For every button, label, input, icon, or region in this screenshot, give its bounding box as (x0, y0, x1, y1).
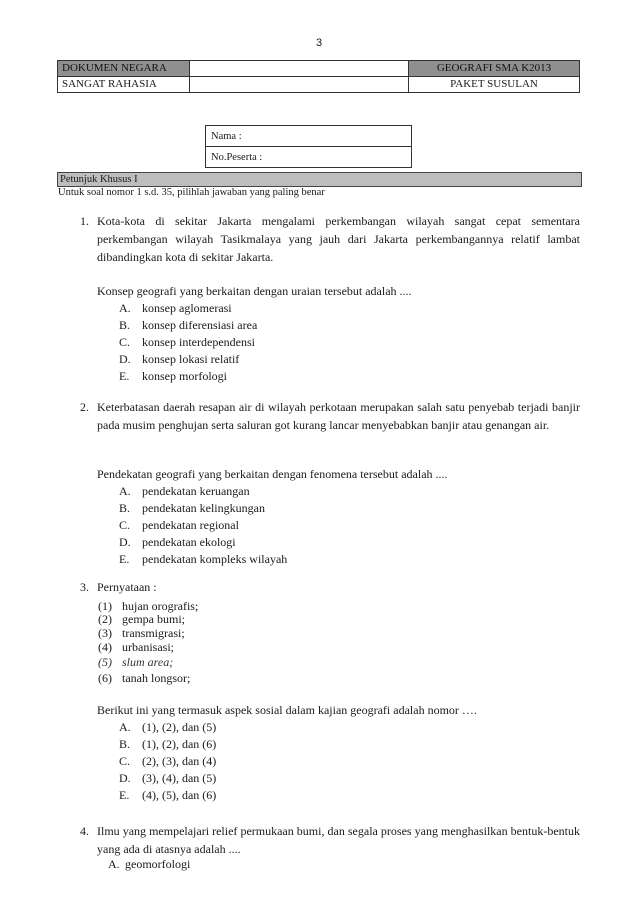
name-field[interactable]: Nama : (206, 126, 412, 147)
option-text: pendekatan kompleks wilayah (142, 552, 288, 566)
statement-number: (4) (98, 640, 112, 654)
statement-text: transmigrasi; (122, 626, 185, 640)
header-classification: SANGAT RAHASIA (58, 77, 190, 93)
option-text: pendekatan kelingkungan (142, 501, 265, 515)
option-text: (4), (5), dan (6) (142, 788, 217, 802)
option-letter: D. (119, 535, 131, 549)
question-text: Kota-kota di sekitar Jakarta mengalami perkembangan wilayah sangat cepat sementara perkembangan wilayah Tasikmalaya yang jauh dari Jakarta perkembangannya relatif lambat dibandingkan kota di sekitar Jakarta. (97, 214, 580, 264)
statement-number: (6) (98, 671, 112, 685)
statement-number: (2) (98, 612, 112, 626)
option-text: konsep lokasi relatif (142, 352, 240, 366)
question-2 (80, 398, 580, 434)
option-text: (1), (2), dan (5) (142, 720, 217, 734)
header-package: PAKET SUSULAN (409, 77, 580, 93)
question-number: 2. (80, 400, 89, 414)
option-text: konsep interdependensi (142, 335, 255, 349)
instructions-text: Untuk soal nomor 1 s.d. 35, pilihlah jawaban yang paling benar (58, 187, 325, 198)
option-text: pendekatan regional (142, 518, 239, 532)
option-letter: A. (108, 857, 120, 871)
question-number: 3. (80, 580, 89, 594)
document-header-table (57, 60, 580, 93)
header-subject: GEOGRAFI SMA K2013 (409, 61, 580, 77)
question-number: 4. (80, 824, 89, 838)
question-prompt: Konsep geografi yang berkaitan dengan uraian tersebut adalah .... (97, 284, 412, 298)
statement-text: gempa bumi; (122, 612, 185, 626)
question-text: Ilmu yang mempelajari relief permukaan bumi, dan segala proses yang menghasilkan bentuk-bentuk yang ada di atasnya adalah .... (97, 824, 580, 856)
option-letter: E. (119, 552, 130, 566)
option-letter: B. (119, 318, 131, 332)
statement-text: hujan orografis; (122, 599, 199, 613)
option-letter: A. (119, 484, 131, 498)
option-letter: D. (119, 352, 131, 366)
question-number: 1. (80, 214, 89, 228)
question-2-prompt-row (80, 465, 580, 483)
participant-number-field[interactable]: No.Peserta : (206, 147, 412, 168)
option-letter: C. (119, 518, 131, 532)
option-text: konsep diferensiasi area (142, 318, 258, 332)
option-letter: B. (119, 737, 131, 751)
question-prompt: Berikut ini yang termasuk aspek sosial dalam kajian geografi adalah nomor …. (97, 703, 477, 717)
header-empty-cell (190, 77, 409, 93)
statement-number: (5) (98, 655, 112, 669)
identity-box (205, 125, 412, 168)
option-letter: B. (119, 501, 131, 515)
option-text: pendekatan ekologi (142, 535, 236, 549)
header-doc-type: DOKUMEN NEGARA (58, 61, 190, 77)
statement-text: slum area; (122, 655, 174, 669)
option-letter: E. (119, 369, 130, 383)
option-text: (2), (3), dan (4) (142, 754, 217, 768)
question-3-prompt-row (80, 701, 580, 719)
question-4 (80, 822, 580, 858)
page-number: 3 (315, 37, 323, 49)
question-1 (80, 212, 580, 266)
question-text: Pernyataan : (97, 580, 157, 594)
option-letter: D. (119, 771, 131, 785)
header-empty-cell (190, 61, 409, 77)
statement-text: tanah longsor; (122, 671, 191, 685)
option-text: (3), (4), dan (5) (142, 771, 217, 785)
option-text: pendekatan keruangan (142, 484, 250, 498)
statement-number: (3) (98, 626, 112, 640)
statement-text: urbanisasi; (122, 640, 174, 654)
option-text: konsep morfologi (142, 369, 227, 383)
option-letter: C. (119, 335, 131, 349)
statement-number: (1) (98, 599, 112, 613)
option-letter: E. (119, 788, 130, 802)
option-text: geomorfologi (125, 857, 191, 871)
instructions-title: Petunjuk Khusus I (57, 172, 582, 187)
option-letter: C. (119, 754, 131, 768)
option-text: konsep aglomerasi (142, 301, 232, 315)
question-1-prompt-row (80, 282, 580, 300)
option-letter: A. (119, 720, 131, 734)
question-text: Keterbatasan daerah resapan air di wilayah perkotaan merupakan salah satu penyebab terjadi banjir pada musim penghujan serta saluran got kurang lancar menyebabkan banjir atau genangan air. (97, 400, 580, 432)
question-prompt: Pendekatan geografi yang berkaitan dengan fenomena tersebut adalah .... (97, 467, 448, 481)
question-3 (80, 578, 580, 596)
option-text: (1), (2), dan (6) (142, 737, 217, 751)
option-letter: A. (119, 301, 131, 315)
